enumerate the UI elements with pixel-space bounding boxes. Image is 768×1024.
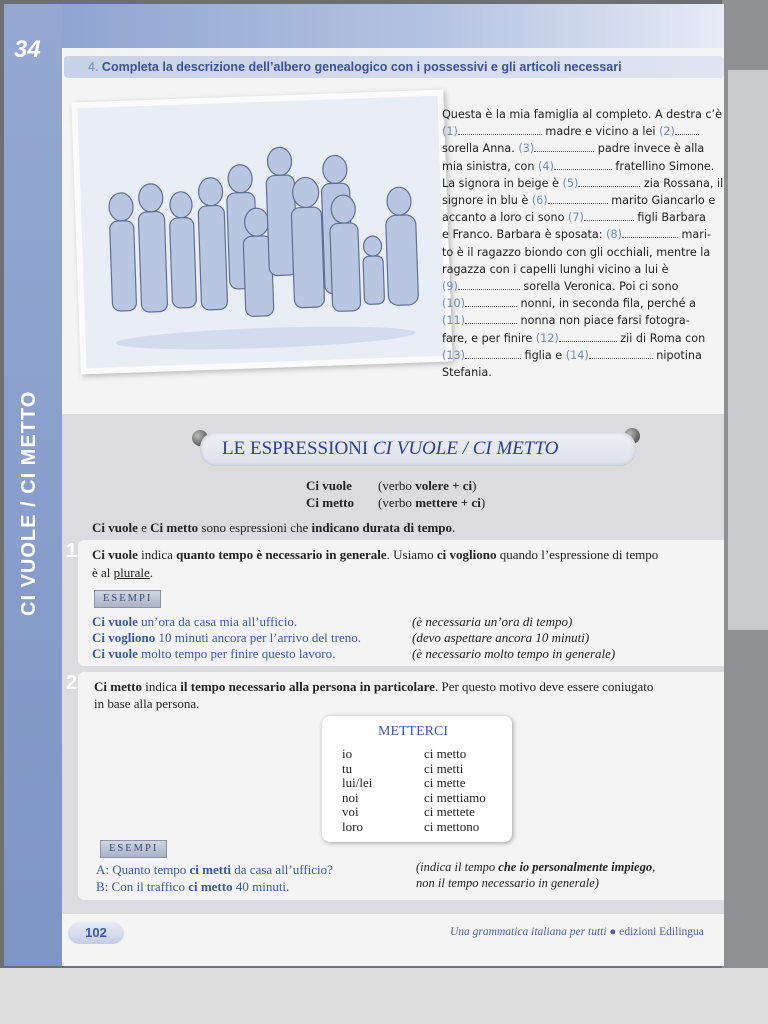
rule-text: è al	[92, 565, 114, 580]
pronoun: io	[342, 746, 353, 761]
example-rest: molto tempo per finire questo lavoro.	[137, 646, 336, 661]
rule-key-underlined: plurale	[113, 565, 150, 580]
rule-text: indica	[142, 679, 181, 694]
example-sentence	[92, 646, 335, 662]
gloss-text: (indica il tempo	[416, 860, 499, 874]
esempi-label: ESEMPI	[94, 590, 161, 608]
family-illustration	[71, 90, 452, 375]
exercise-text: mari-	[677, 228, 712, 242]
rule-term: Ci metto	[94, 679, 143, 694]
exercise-line	[442, 347, 724, 364]
chapter-number: 34	[14, 36, 41, 63]
dialogue-text: da casa all’ufficio?	[231, 862, 333, 877]
dialogue-key: ci metti	[189, 862, 232, 877]
conjugation-row	[342, 746, 467, 762]
exercise-text: fratellino Simone.	[611, 159, 715, 173]
pronoun: tu	[342, 760, 353, 776]
rule-1-line-2	[92, 565, 153, 581]
blank-line	[584, 210, 634, 221]
blank-line	[548, 193, 608, 204]
blank-line	[554, 159, 612, 170]
exercise-text: zii di Roma con	[616, 331, 706, 345]
exercise-line	[442, 261, 724, 278]
conjugation-title: METTERCI	[378, 724, 448, 739]
exercise-text: nonna non piace farsi fotogra-	[516, 314, 690, 328]
blank-number: (9)	[442, 280, 458, 294]
definition-ci-metto	[306, 495, 485, 511]
exercise-line	[442, 364, 724, 381]
section-intro	[92, 520, 455, 536]
blank-line	[465, 313, 517, 324]
exercise-text: ragazza con i capelli lunghi vicino a lui è	[442, 262, 669, 276]
section-title	[200, 432, 636, 466]
definition-verb: volere + ci	[415, 478, 473, 493]
example-sentence	[92, 614, 297, 630]
definition-pre: (verbo	[378, 495, 416, 510]
conjugation-row	[342, 819, 480, 835]
pronoun: noi	[342, 789, 359, 805]
intro-text: e	[137, 520, 151, 535]
rule-2-number: 2	[66, 672, 78, 694]
exercise-instruction	[64, 56, 724, 78]
verb-form: ci metto	[424, 746, 467, 761]
exercise-text: signore in blu è	[442, 194, 532, 208]
rule-2-line-1	[94, 679, 653, 695]
exercise-text: fare, e per finire	[442, 331, 536, 345]
blank-number: (12)	[535, 331, 559, 345]
exercise-text: figli Barbara	[633, 211, 706, 225]
esempi-label-2: ESEMPI	[100, 840, 167, 858]
blank-line	[622, 227, 678, 238]
exercise-line	[442, 106, 724, 123]
example-sentence	[92, 630, 361, 646]
exercise-text: to è il ragazzo biondo con gli occhiali, mentre la	[442, 245, 711, 259]
dialogue-text: B: Con il traffico	[96, 879, 189, 894]
conjugation-row	[342, 760, 464, 777]
definition-verb: mettere + ci	[415, 495, 481, 510]
definition-term: Ci metto	[306, 495, 355, 510]
exercise-line	[442, 312, 724, 329]
example-key: Ci vogliono	[92, 630, 156, 645]
intro-key: indicano durata di tempo	[311, 520, 453, 535]
blank-line	[589, 348, 653, 359]
exercise-text: accanto a loro ci sono	[442, 211, 568, 225]
blank-number: (7)	[568, 211, 584, 225]
blank-number: (1)	[442, 125, 458, 139]
verb-form: ci mettono	[424, 819, 480, 834]
definition-post: )	[472, 478, 477, 493]
gloss-text: ,	[652, 860, 656, 874]
definition-pre: (verbo	[378, 478, 416, 493]
exercise-text: padre invece è alla	[594, 142, 705, 156]
blank-number: (2)	[659, 125, 675, 139]
gloss-key: che io personalmente impiego	[498, 860, 653, 874]
blank-number: (13)	[442, 348, 465, 362]
example-key: Ci vuole	[92, 646, 138, 661]
dialogue-text: 40 minuti.	[232, 879, 290, 894]
example-key: Ci vuole	[92, 614, 138, 629]
footer-credit	[450, 926, 704, 938]
scan-background-bottom	[0, 968, 768, 1024]
rule-text: .	[149, 565, 153, 580]
top-band	[4, 4, 724, 48]
exercise-line	[442, 158, 724, 175]
blank-line	[675, 124, 699, 135]
blank-line	[458, 279, 520, 290]
blank-number: (4)	[537, 159, 554, 173]
exercise-text: zia Rossana, il	[640, 176, 724, 190]
pronoun: loro	[342, 819, 363, 834]
rule-text: . Per questo motivo deve essere coniugato	[434, 679, 654, 694]
exercise-line	[442, 175, 724, 192]
exercise-line	[442, 278, 724, 295]
exercise-line	[442, 226, 724, 243]
blank-number: (10)	[442, 297, 465, 311]
exercise-line	[442, 140, 724, 157]
footer-publisher: edizioni Edilingua	[619, 926, 704, 938]
dialogue-text: A: Quanto tempo	[96, 862, 190, 877]
exercise-text: sorella Veronica. Poi ci sono	[519, 280, 679, 294]
example-gloss: (è necessario molto tempo in generale)	[412, 646, 616, 661]
footer-bullet: ●	[609, 926, 617, 938]
blank-line	[534, 141, 594, 152]
blank-line	[458, 124, 542, 135]
exercise-text: Questa è la mia famiglia al completo. A destra c’è	[442, 108, 722, 121]
blank-line	[559, 331, 617, 342]
blank-line	[465, 348, 521, 359]
rule-text: quando l’espressione di tempo	[496, 547, 659, 562]
adjacent-page-edge	[728, 70, 768, 630]
verb-form: ci mette	[424, 775, 466, 791]
intro-term-2: Ci metto	[150, 520, 199, 535]
definition-ci-vuole	[306, 478, 477, 494]
rule-2-gloss-line-1	[416, 860, 655, 875]
rule-key: quanto tempo è necessario in generale	[176, 547, 387, 562]
verb-form: ci mettiamo	[424, 789, 486, 805]
intro-text: .	[452, 520, 456, 535]
rule-1-line-1	[92, 547, 658, 563]
verb-form: ci mettete	[424, 804, 475, 820]
rule-2-line-2: in base alla persona.	[94, 696, 200, 711]
textbook-page	[4, 4, 724, 966]
blank-number: (11)	[442, 314, 465, 328]
side-title: CI VUOLE / CI METTO	[18, 390, 40, 616]
blank-line	[578, 176, 640, 187]
intro-text: sono espressioni che	[198, 520, 312, 535]
exercise-text: e Franco. Barbara è sposata:	[442, 228, 607, 242]
rule-2-gloss-line-2: non il tempo necessario in generale)	[416, 876, 599, 890]
exercise-text: Stefania.	[442, 366, 492, 380]
family-drawing	[78, 96, 447, 368]
blank-number: (6)	[531, 194, 548, 208]
exercise-instruction-text: Completa la descrizione dell’albero genealogico con i possessivi e gli articoli necessari	[101, 60, 622, 74]
conjugation-row	[342, 804, 475, 820]
exercise-text: madre e vicino a lei	[541, 125, 660, 139]
exercise-text: figlia e	[520, 348, 566, 362]
rule-term: Ci vuole	[92, 547, 138, 562]
verb-form: ci metti	[424, 760, 464, 776]
dialogue-line	[96, 862, 333, 878]
blank-number: (5)	[562, 176, 579, 190]
intro-term-1: Ci vuole	[92, 520, 138, 535]
rule-text: . Usiamo	[386, 547, 437, 562]
dialogue-key: ci metto	[188, 879, 233, 894]
rule-term: ci vogliono	[436, 547, 497, 562]
definition-term: Ci vuole	[306, 478, 352, 493]
dialogue-line	[96, 879, 289, 895]
footer-book-title: Una grammatica italiana per tutti	[450, 926, 607, 938]
example-rest: 10 minuti ancora per l’arrivo del treno.	[155, 630, 361, 645]
pronoun: voi	[342, 804, 359, 820]
metterci-conjugation-table	[322, 716, 512, 842]
blank-line	[465, 296, 517, 307]
page-number: 102	[68, 922, 124, 944]
conjugation-row	[342, 775, 466, 791]
exercise-line	[442, 192, 724, 209]
exercise-text: La signora in beige è	[442, 176, 563, 190]
exercise-line	[442, 295, 724, 312]
exercise-text: sorella Anna.	[442, 142, 519, 156]
example-gloss: (è necessaria un’ora di tempo)	[412, 614, 573, 629]
pronoun: lui/lei	[342, 775, 373, 791]
exercise-line	[442, 209, 724, 226]
exercise-line	[442, 123, 724, 140]
exercise-line	[442, 330, 724, 347]
exercise-text: nipotina	[652, 348, 702, 362]
rule-key: il tempo necessario alla persona in particolare	[180, 679, 435, 694]
exercise-number: 4.	[88, 60, 99, 74]
example-gloss: (devo aspettare ancora 10 minuti)	[412, 630, 590, 645]
blank-number: (8)	[606, 228, 622, 242]
rule-text: indica	[137, 547, 177, 562]
rule-1-number: 1	[66, 540, 78, 562]
blank-number: (14)	[565, 348, 589, 362]
example-rest: un’ora da casa mia all’ufficio.	[137, 614, 298, 629]
blank-number: (3)	[518, 142, 535, 156]
section-title-plain: LE ESPRESSIONI	[222, 438, 369, 459]
exercise-text: nonni, in seconda fila, perché a	[516, 297, 696, 311]
section-title-italic: CI VUOLE / CI METTO	[372, 438, 559, 459]
exercise-text: marito Giancarlo e	[607, 194, 716, 208]
conjugation-row	[342, 789, 486, 806]
exercise-text: mia sinistra, con	[442, 159, 538, 173]
exercise-fill-text	[442, 106, 724, 381]
definition-post: )	[480, 495, 486, 510]
exercise-line	[442, 244, 724, 261]
